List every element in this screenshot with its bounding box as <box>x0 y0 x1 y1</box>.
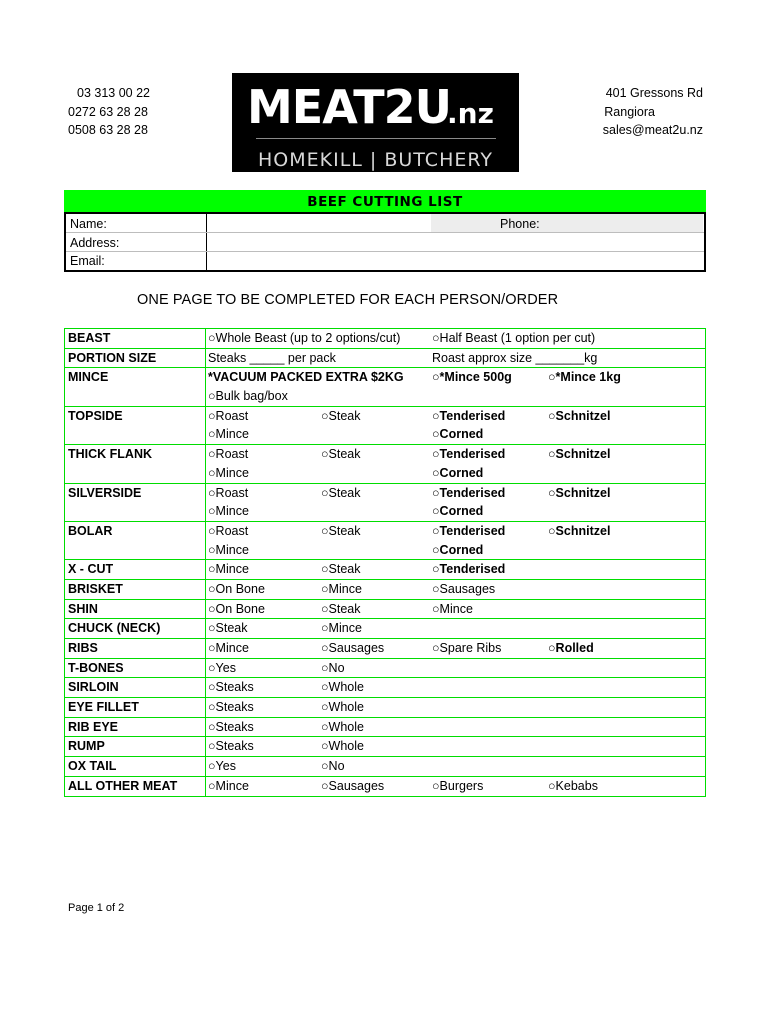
cut-option-checkbox[interactable]: ○*Mince 500g <box>432 370 512 385</box>
cut-option-checkbox[interactable]: ○Yes <box>208 759 236 774</box>
cut-row <box>65 579 705 599</box>
cut-name: RIB EYE <box>68 719 119 734</box>
cut-option-checkbox[interactable]: ○Schnitzel <box>548 447 611 462</box>
cut-option-checkbox[interactable]: ○Roast <box>208 485 249 500</box>
city: Rangiora <box>604 104 655 119</box>
cut-name: BEAST <box>68 331 111 345</box>
cut-option-checkbox[interactable]: ○Mince <box>208 427 249 442</box>
cut-option-checkbox[interactable]: ○Schnitzel <box>548 485 611 500</box>
cut-option-checkbox[interactable]: ○Steaks <box>208 680 254 695</box>
cut-row-line <box>65 619 705 638</box>
cut-option-checkbox[interactable]: ○Steaks <box>208 739 254 754</box>
details-divider <box>206 214 207 270</box>
cut-option-checkbox[interactable]: ○Steak <box>321 408 361 423</box>
cut-option-checkbox[interactable]: ○Whole <box>321 719 364 734</box>
cut-row-line <box>65 484 705 503</box>
form-title: BEEF CUTTING LIST <box>64 190 706 212</box>
cut-option-text: Roast approx size _______kg <box>432 350 598 365</box>
cut-option-checkbox[interactable]: ○Burgers <box>432 778 484 793</box>
street-address: 401 Gressons Rd <box>605 86 703 100</box>
cut-name: ALL OTHER MEAT <box>68 778 178 793</box>
cut-option-checkbox[interactable]: ○Whole Beast (up to 2 options/cut) <box>208 331 401 345</box>
cut-row-line <box>65 329 705 348</box>
details-row-divider <box>66 232 704 233</box>
cut-row-line <box>65 425 705 444</box>
cut-option-checkbox[interactable]: ○On Bone <box>208 601 265 616</box>
phone-field[interactable] <box>431 214 703 232</box>
cut-option-checkbox[interactable]: ○Tenderised <box>432 562 506 577</box>
cut-row <box>65 329 705 348</box>
cut-name: BRISKET <box>68 581 123 596</box>
phone-number-1: 03 313 00 22 <box>77 86 150 100</box>
cut-option-checkbox[interactable]: ○Mince <box>208 641 249 655</box>
cut-option-checkbox[interactable]: ○Half Beast (1 option per cut) <box>432 331 596 345</box>
cut-row-line <box>65 600 705 619</box>
cut-row <box>65 559 705 579</box>
cut-row <box>65 483 705 521</box>
cut-option-checkbox[interactable]: ○Steaks <box>208 700 254 715</box>
phone-number-3: 0508 63 28 28 <box>68 123 148 137</box>
cut-row <box>65 348 705 368</box>
cut-name: RIBS <box>68 641 98 655</box>
email-label: Email: <box>70 254 105 268</box>
cut-option-checkbox[interactable]: ○Sausages <box>432 581 496 596</box>
cut-row-line <box>65 777 705 796</box>
cut-row <box>65 521 705 559</box>
phone-number-2: 0272 63 28 28 <box>68 104 148 119</box>
cut-name: BOLAR <box>68 523 113 538</box>
logo-wordmark <box>241 79 511 131</box>
cut-row-line <box>65 541 705 560</box>
cut-row-line <box>65 757 705 776</box>
cut-option-checkbox[interactable]: ○Corned <box>432 504 484 519</box>
cut-name: MINCE <box>68 370 109 385</box>
instructions-text: ONE PAGE TO BE COMPLETED FOR EACH PERSON/ORDER <box>137 292 559 308</box>
contact-address <box>603 84 703 140</box>
cut-option-checkbox[interactable]: ○Schnitzel <box>548 408 611 423</box>
cut-row-line <box>65 387 705 406</box>
cut-row-line <box>65 678 705 697</box>
cut-row <box>65 599 705 619</box>
cut-option-checkbox[interactable]: ○Steak <box>208 621 248 636</box>
cut-option-checkbox[interactable]: ○Whole <box>321 680 364 695</box>
name-label: Name: <box>70 217 107 231</box>
customer-details-box <box>64 212 706 272</box>
cut-option-checkbox[interactable]: ○Bulk bag/box <box>208 389 288 404</box>
cut-option-checkbox[interactable]: ○Mince <box>208 778 249 793</box>
cut-option-checkbox[interactable]: ○No <box>321 759 345 774</box>
cut-row-line <box>65 349 705 368</box>
address-label: Address: <box>70 236 120 250</box>
cut-row-line <box>65 718 705 737</box>
cut-row <box>65 638 705 658</box>
cut-name: OX TAIL <box>68 759 117 774</box>
cut-row-line <box>65 659 705 678</box>
page-number: Page 1 of 2 <box>68 902 125 914</box>
cut-option-text: *VACUUM PACKED EXTRA $2KG <box>208 370 404 385</box>
cut-row <box>65 756 705 776</box>
cut-option-checkbox[interactable]: ○Mince <box>208 562 249 577</box>
email-address: sales@meat2u.nz <box>602 123 703 137</box>
cut-row <box>65 618 705 638</box>
cut-name: SHIN <box>68 601 98 616</box>
meat2u-logo <box>232 73 519 172</box>
cut-row <box>65 697 705 717</box>
cut-option-checkbox[interactable]: ○Tenderised <box>432 485 506 500</box>
cut-option-checkbox[interactable]: ○No <box>321 660 345 675</box>
cut-option-checkbox[interactable]: ○Roast <box>208 408 249 423</box>
logo-divider <box>256 138 496 139</box>
cut-row <box>65 776 705 796</box>
phone-label: Phone: <box>500 217 540 231</box>
details-row-divider <box>66 251 704 252</box>
cut-option-checkbox[interactable]: ○Steak <box>321 562 361 577</box>
logo-wordmark-graphic <box>241 79 511 131</box>
cut-row-line <box>65 698 705 717</box>
cut-option-checkbox[interactable]: ○Spare Ribs <box>432 641 502 655</box>
cut-option-checkbox[interactable]: ○Mince <box>208 504 249 519</box>
cut-row <box>65 677 705 697</box>
cut-option-checkbox[interactable]: ○Steak <box>321 447 361 462</box>
cut-option-checkbox[interactable]: ○On Bone <box>208 581 265 596</box>
cut-row <box>65 736 705 756</box>
cut-option-checkbox[interactable]: ○Mince <box>208 542 249 557</box>
cut-name: CHUCK (NECK) <box>68 621 161 636</box>
cut-row <box>65 367 705 405</box>
logo-tagline: HOMEKILL | BUTCHERY <box>258 149 493 171</box>
cut-row-line <box>65 407 705 426</box>
cut-option-checkbox[interactable]: ○Tenderised <box>432 523 506 538</box>
cut-option-checkbox[interactable]: ○Schnitzel <box>548 523 611 538</box>
cut-option-checkbox[interactable]: ○Tenderised <box>432 447 506 462</box>
cut-option-checkbox[interactable]: ○Roast <box>208 447 249 462</box>
svg-text:MEAT2U: MEAT2U <box>246 80 451 131</box>
cut-option-text: Steaks _____ per pack <box>208 350 336 365</box>
cut-option-checkbox[interactable]: ○Mince <box>432 601 473 616</box>
cut-name: EYE FILLET <box>68 700 139 715</box>
cut-row-line <box>65 560 705 579</box>
cut-option-checkbox[interactable]: ○Steak <box>321 523 361 538</box>
cut-option-checkbox[interactable]: ○Steak <box>321 485 361 500</box>
cut-option-checkbox[interactable]: ○Sausages <box>321 641 385 655</box>
cut-option-checkbox[interactable]: ○Rolled <box>548 641 594 655</box>
cut-name: SIRLOIN <box>68 680 119 695</box>
cut-row <box>65 406 705 444</box>
cut-option-checkbox[interactable]: ○Mince <box>321 581 362 596</box>
cutting-options-table <box>64 328 706 797</box>
cut-option-checkbox[interactable]: ○Whole <box>321 700 364 715</box>
cut-option-checkbox[interactable]: ○Whole <box>321 739 364 754</box>
cut-option-checkbox[interactable]: ○Corned <box>432 427 484 442</box>
cut-option-checkbox[interactable]: ○Sausages <box>321 778 385 793</box>
svg-text:.nz: .nz <box>446 97 494 130</box>
cut-option-checkbox[interactable]: ○Corned <box>432 465 484 480</box>
cut-row-line <box>65 639 705 658</box>
cut-row <box>65 717 705 737</box>
cut-name: T-BONES <box>68 660 124 675</box>
cut-name: TOPSIDE <box>68 408 123 423</box>
cut-option-checkbox[interactable]: ○*Mince 1kg <box>548 370 621 385</box>
cut-row-line <box>65 580 705 599</box>
cut-option-checkbox[interactable]: ○Roast <box>208 523 249 538</box>
cut-name: RUMP <box>68 739 105 754</box>
cut-row <box>65 444 705 482</box>
cut-option-checkbox[interactable]: ○Tenderised <box>432 408 506 423</box>
cut-row-line <box>65 368 705 387</box>
cut-option-checkbox[interactable]: ○Mince <box>208 465 249 480</box>
cut-option-checkbox[interactable]: ○Yes <box>208 660 236 675</box>
cut-option-checkbox[interactable]: ○Kebabs <box>548 778 598 793</box>
cut-option-checkbox[interactable]: ○Steaks <box>208 719 254 734</box>
cut-option-checkbox[interactable]: ○Mince <box>321 621 362 636</box>
cut-option-checkbox[interactable]: ○Steak <box>321 601 361 616</box>
cut-row <box>65 658 705 678</box>
cut-option-checkbox[interactable]: ○Corned <box>432 542 484 557</box>
cut-name: SILVERSIDE <box>68 485 142 500</box>
cut-row-line <box>65 502 705 521</box>
cut-row-line <box>65 737 705 756</box>
cut-row-line <box>65 522 705 541</box>
cut-row-line <box>65 464 705 483</box>
cut-name: THICK FLANK <box>68 447 153 462</box>
cut-name: PORTION SIZE <box>68 350 157 365</box>
contact-phones <box>68 84 150 140</box>
cut-row-line <box>65 445 705 464</box>
cut-name: X - CUT <box>68 562 114 577</box>
